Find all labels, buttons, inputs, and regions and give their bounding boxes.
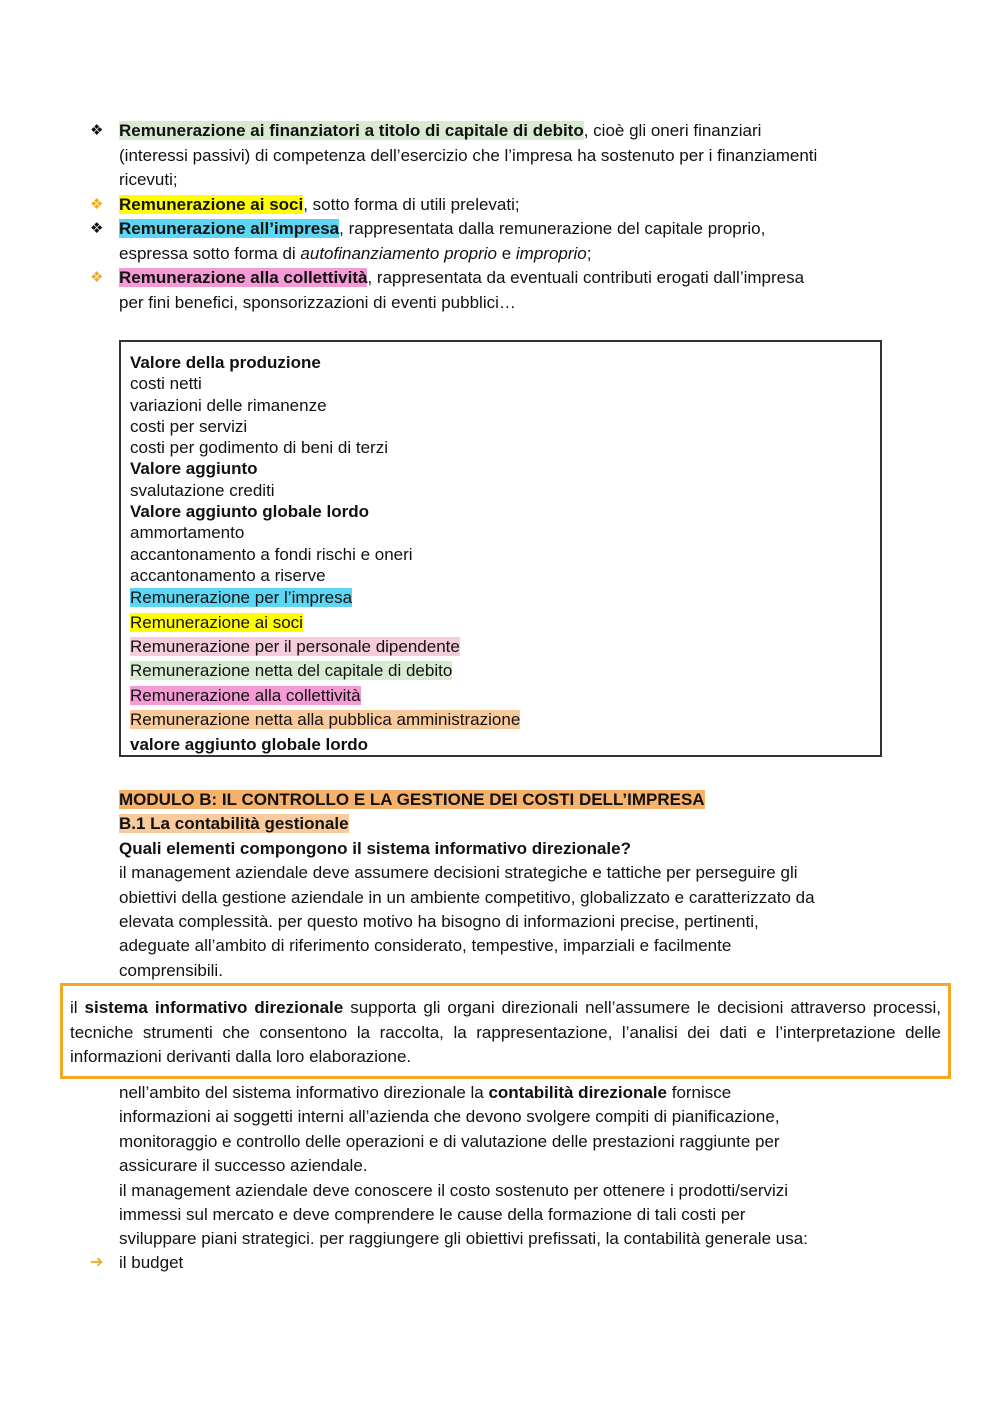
box-row-total: valore aggiunto globale lordo xyxy=(130,734,369,754)
paragraph-line: adeguate all’ambito di riferimento considerato, tempestive, imparziali e facilmente xyxy=(119,936,732,956)
list-item: ❖ Remunerazione alla collettività, rappresentata da eventuali contributi erogati dall’impresa per fini benefici, sponsorizzazioni di eventi pubblici… xyxy=(90,268,805,312)
paragraph-line: il management aziendale deve conoscere il costo sostenuto per ottenere i prodotti/servizi xyxy=(119,1180,789,1200)
paragraph-line: monitoraggio e controllo delle operazioni e di valutazione delle prestazioni raggiunte per xyxy=(119,1131,780,1151)
box-row: variazioni delle rimanenze xyxy=(130,395,327,415)
bullet-bold-term: Remunerazione ai soci xyxy=(119,194,304,214)
box-row: ammortamento xyxy=(130,523,245,543)
box-row: accantonamento a riserve xyxy=(130,565,326,585)
bullet-bold-term: Remunerazione ai finanziatori a titolo di capitale di debito xyxy=(119,121,584,140)
box-row-highlighted: Remunerazione per il personale dipendente xyxy=(130,637,460,657)
definition-term: sistema informativo direzionale xyxy=(84,998,344,1017)
module-heading: MODULO B: IL CONTROLLO E LA GESTIONE DEI COSTI DELL’IMPRESA xyxy=(119,790,705,809)
paragraph-line: comprensibili. xyxy=(119,960,223,980)
key-term: contabilità direzionale xyxy=(488,1083,667,1102)
box-row-highlighted: Remunerazione netta del capitale di debito xyxy=(130,661,453,681)
box-row: svalutazione crediti xyxy=(130,480,275,500)
direzionale-section xyxy=(119,1081,889,1252)
box-row: accantonamento a fondi rischi e oneri xyxy=(130,544,413,564)
remuneration-bullet-list xyxy=(86,119,886,315)
list-item: ❖ Remunerazione ai finanziatori a titolo di capitale di debito, cioè gli oneri finanziari (interessi passivi) di competenza dell’esercizio che l’impresa ha sostenuto per i finanziamenti ricevuti; xyxy=(90,121,818,189)
tools-list xyxy=(86,1251,886,1275)
definition-frame: il sistema informativo direzionale supporta gli organi direzionali nell’assumere le decisioni attraverso processi, tecniche strumenti che consentono la raccolta, la rappresentazione, l’analisi dei dati e l’interpretazione delle informazioni derivanti dalla loro elaborazione. xyxy=(60,983,951,1079)
module-b-section xyxy=(119,788,889,983)
diamond-bullet-icon: ❖ xyxy=(90,122,104,139)
paragraph-line: nell’ambito del sistema informativo direzionale la contabilità direzionale fornisce xyxy=(119,1083,732,1102)
paragraph-line: assicurare il successo aziendale. xyxy=(119,1156,368,1176)
box-row: costi per servizi xyxy=(130,416,248,436)
box-row-highlighted: Remunerazione netta alla pubblica amministrazione xyxy=(130,710,521,730)
section-question: Quali elementi compongono il sistema informativo direzionale? xyxy=(119,838,631,858)
box-row-value-production: Valore della produzione xyxy=(130,353,321,372)
bullet-bold-term: Remunerazione alla collettività xyxy=(119,268,368,287)
diamond-bullet-icon: ❖ xyxy=(90,269,104,286)
paragraph-line: obiettivi della gestione aziendale in un ambiente competitivo, globalizzato e caratterizzato da xyxy=(119,887,815,907)
box-row-gross-value-added: Valore aggiunto globale lordo xyxy=(130,502,369,522)
paragraph-line: informazioni ai soggetti interni all’azienda che devono svolgere compiti di pianificazione, xyxy=(119,1107,780,1127)
paragraph-line: immessi sul mercato e deve comprendere le cause della formazione di tali costi per xyxy=(119,1205,746,1225)
box-row-highlighted: Remunerazione ai soci xyxy=(130,612,303,632)
bullet-bold-term: Remunerazione all’impresa xyxy=(119,219,340,238)
list-item: ❖ Remunerazione all’impresa, rappresentata dalla remunerazione del capitale proprio, espressa sotto forma di autofinanziamento proprio e improprio; xyxy=(90,219,766,263)
paragraph-line: sviluppare piani strategici. per raggiungere gli obiettivi prefissati, la contabilità generale usa: xyxy=(119,1229,808,1249)
box-row-highlighted: Remunerazione alla collettività xyxy=(130,685,361,705)
section-subheading: B.1 La contabilità gestionale xyxy=(119,814,349,834)
value-added-box xyxy=(119,340,882,757)
paragraph-line: il management aziendale deve assumere decisioni strategiche e tattiche per perseguire gli xyxy=(119,863,798,883)
arrow-right-icon: ➔ xyxy=(90,1254,104,1271)
paragraph-line: elevata complessità. per questo motivo ha bisogno di informazioni precise, pertinenti, xyxy=(119,912,759,932)
box-row: costi netti xyxy=(130,374,202,394)
diamond-bullet-icon: ❖ xyxy=(90,220,104,237)
list-item: ➔ il budget xyxy=(86,1251,886,1275)
box-row: costi per godimento di beni di terzi xyxy=(130,438,388,458)
list-item: ❖ Remunerazione ai soci, sotto forma di utili prelevati; xyxy=(86,193,886,218)
diamond-bullet-icon: ❖ xyxy=(90,195,104,213)
box-row-highlighted: Remunerazione per l’impresa xyxy=(130,588,353,608)
box-row-value-added: Valore aggiunto xyxy=(130,459,258,479)
